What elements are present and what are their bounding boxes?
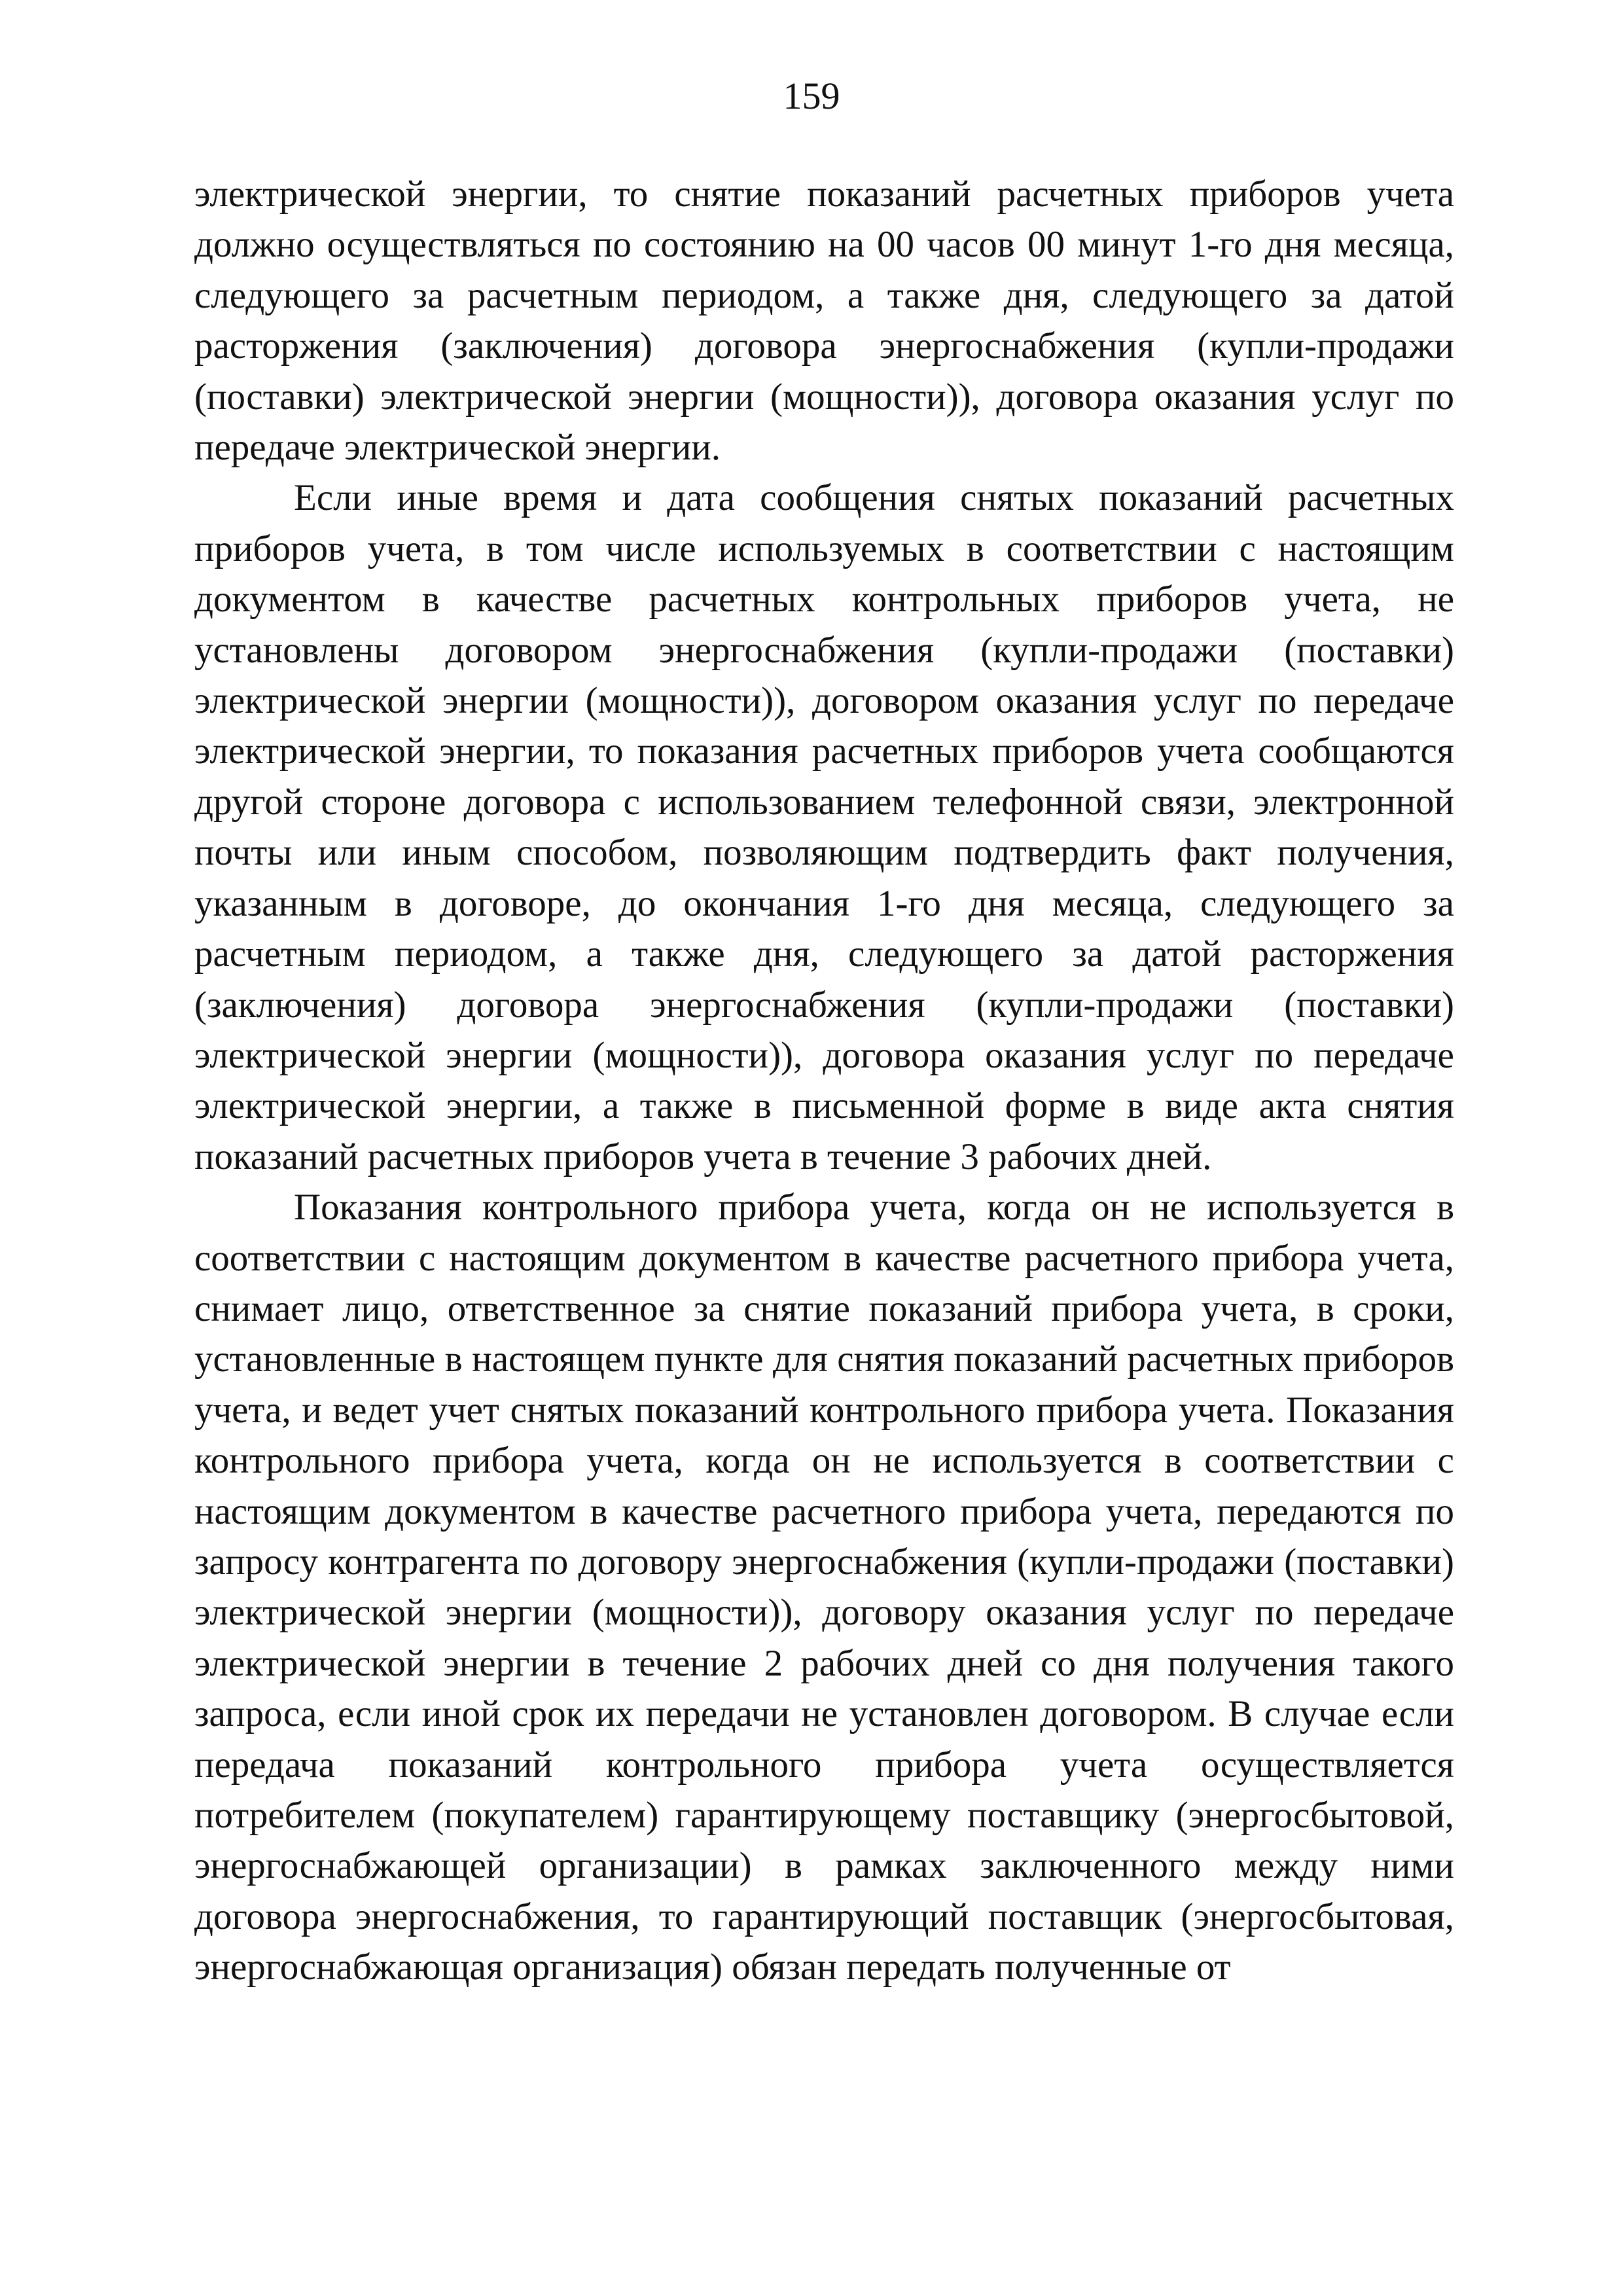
document-body <box>194 169 1454 1993</box>
page-number: 159 <box>783 75 840 117</box>
paragraph: Если иные время и дата сообщения снятых показаний расчетных приборов учета, в том числе используемых в соответствии с настоящим документом в качестве расчетных контрольных приборов учета, не установлены договором энергоснабжения (купли-продажи (поставки) электрической энергии (мощности)), договором оказания услуг по передаче электрической энергии, то показания расчетных приборов учета сообщаются другой стороне договора с использованием телефонной связи, электронной почты или иным способом, позволяющим подтвердить факт получения, указанным в договоре, до окончания 1-го дня месяца, следующего за расчетным периодом, а также дня, следующего за датой расторжения (заключения) договора энергоснабжения (купли-продажи (поставки) электрической энергии (мощности)), договора оказания услуг по передаче электрической энергии, а также в письменной форме в виде акта снятия показаний расчетных приборов учета в течение 3 рабочих дней. <box>194 477 1454 1177</box>
paragraph-continuation: электрической энергии, то снятие показаний расчетных приборов учета должно осуществляться по состоянию на 00 часов 00 минут 1-го дня месяца, следующего за расчетным периодом, а также дня, следующего за датой расторжения (заключения) договора энергоснабжения (купли-продажи (поставки) электрической энергии (мощности)), договора оказания услуг по передаче электрической энергии. <box>194 173 1454 469</box>
paragraph: Показания контрольного прибора учета, когда он не используется в соответствии с настоящим документом в качестве расчетного прибора учета, снимает лицо, ответственное за снятие показаний прибора учета, в сроки, установленные в настоящем пункте для снятия показаний расчетных приборов учета, и ведет учет снятых показаний контрольного прибора учета. Показания контрольного прибора учета, когда он не используется в соответствии с настоящим документом в качестве расчетного прибора учета, передаются по запросу контрагента по договору энергоснабжения (купли-продажи (поставки) электрической энергии (мощности)), договору оказания услуг по передаче электрической энергии в течение 2 рабочих дней со дня получения такого запроса, если иной срок их передачи не установлен договором. В случае если передача показаний контрольного прибора учета осуществляется потребителем (покупателем) гарантирующему поставщику (энергосбытовой, энергоснабжающей организации) в рамках заключенного между ними договора энергоснабжения, то гарантирующий поставщик (энергосбытовая, энергоснабжающая организация) обязан передать полученные от <box>194 1187 1454 1988</box>
